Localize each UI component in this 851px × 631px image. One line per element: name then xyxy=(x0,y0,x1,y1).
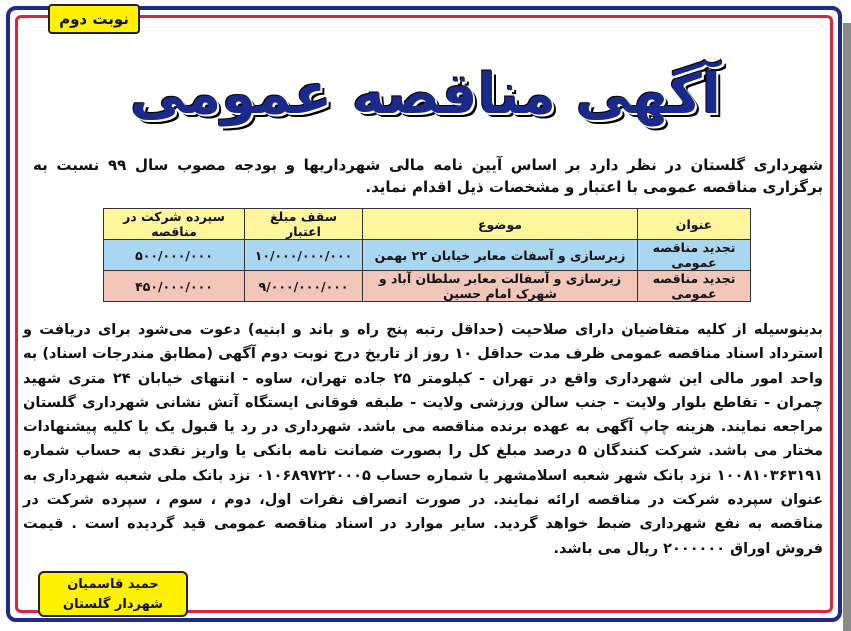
header-credit-cap: سقف مبلغ اعتبار xyxy=(245,209,363,240)
intro-paragraph: شهرداری گلستان در نظر دارد بر اساس آیین نامه مالی شهرداریها و بودجه مصوب سال ۹۹ نسبت به برگزاری مناقصه عمومی با اعتبار و مشخصات ذیل اقدام نماید. xyxy=(33,156,823,196)
signature-name: حمید قاسمیان xyxy=(67,577,159,592)
cell-subject: زیرسازی و آسفات معابر خیابان ۲۲ بهمن xyxy=(363,240,638,271)
table-row xyxy=(104,271,751,302)
header-deposit: سپرده شرکت در مناقصه xyxy=(104,209,245,240)
cell-credit-cap: ۱۰/۰۰۰/۰۰۰/۰۰۰ xyxy=(245,240,363,271)
cell-subject: زیرسازی و آسفالت معابر سلطان آباد و شهرک امام حسین xyxy=(363,271,638,302)
header-subject: موضوع xyxy=(363,209,638,240)
tenders-table xyxy=(103,208,751,302)
header-title: عنوان xyxy=(638,209,751,240)
signature-role: شهردار گلستان xyxy=(63,597,163,612)
body-paragraph: بدینوسیله از کلیه متقاضیان دارای صلاحیت (حداقل رتبه پنج راه و باند و ابنیه) دعوت می‌شود برای دریافت و استرداد اسناد مناقصه عمومی ظرف مدت حداقل ۱۰ روز از تاریخ درج نوبت دوم آگهی (مطابق مندرجات اسناد) به واحد امور مالی این شهرداری واقع در تهران - کیلومتر ۲۵ جاده تهران، ساوه - انتهای خیابان ۲۴ متری شهید چمران - تقاطع بلوار ولایت - جنب سالن ورزشی ولایت - طبقه فوقانی ایستگاه آتش نشانی شهرداری گلستان مراجعه نمایند. هزینه چاپ آگهی به عهده برنده مناقصه می باشد. شهرداری در رد یا قبول یک یا کلیه پیشنهادات مختار می باشد. شرکت کنندگان ۵ درصد مبلغ کل را بصورت ضمانت نامه بانکی یا واریز نقدی به حساب شماره ۱۰۰۸۱۰۳۶۳۱۹۱ نزد بانک شهر شعبه اسلامشهر یا شماره حساب ۰۱۰۶۸۹۷۲۲۰۰۰۵ نزد بانک ملی شعبه شهرداری به عنوان سپرده شرکت در مناقصه ارائه نمایند. در صورت انصراف نفرات اول، دوم ، سوم ، سپرده شرکت در مناقصه به نفع شهرداری ضبط خواهد گردید. سایر موارد در اسناد مناقصه عمومی قید گردیده است . قیمت فروش اوراق ۲۰۰۰۰۰۰ ریال می باشد. xyxy=(23,322,823,557)
table-header-row xyxy=(104,209,751,240)
cell-deposit: ۵۰۰/۰۰۰/۰۰۰ xyxy=(104,240,245,271)
cell-title: تجدید مناقصه عمومی xyxy=(638,271,751,302)
round-badge: نوبت دوم xyxy=(48,4,140,34)
cell-credit-cap: ۹/۰۰۰/۰۰۰/۰۰۰ xyxy=(245,271,363,302)
signature-box xyxy=(38,571,188,617)
table-row xyxy=(104,240,751,271)
cell-title: تجدید مناقصه عمومی xyxy=(638,240,751,271)
cell-deposit: ۴۵۰/۰۰۰/۰۰۰ xyxy=(104,271,245,302)
notice-title: آگهی مناقصه عمومی xyxy=(130,62,721,127)
